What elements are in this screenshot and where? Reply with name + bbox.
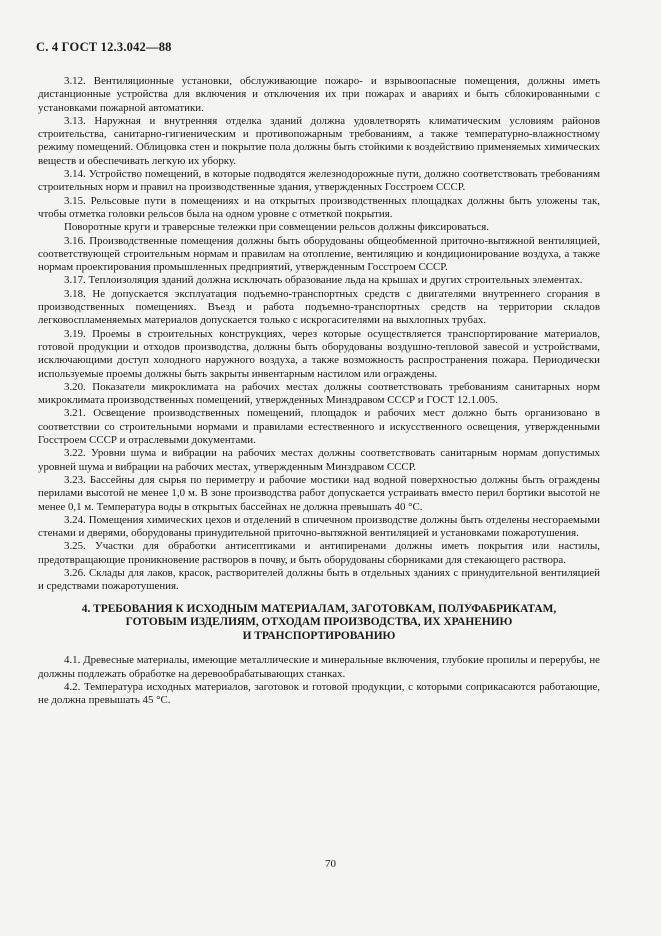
section-title-line: И ТРАНСПОРТИРОВАНИЮ	[242, 629, 396, 642]
document-body	[38, 75, 600, 708]
paragraph-3-15-cont: Поворотные круги и траверсные тележки при совмещении рельсов должны фиксироваться.	[64, 221, 489, 234]
paragraph-3-14: 3.14. Устройство помещений, в которые подводятся железнодорожные пути, должно соответствовать требованиям строительных норм и правил на производственные здания, утвержденных Госстроем СССР.	[38, 168, 600, 194]
paragraph-3-13: 3.13. Наружная и внутренняя отделка зданий должна удовлетворять климатическим условиям районов строительства, санитарно-гигиеническим и противопожарным требованиям, а также температурно-влажностному режиму помещений. Облицовка стен и покрытие пола должны быть стойкими к воздействию применяемых химических веществ и обеспечивать легкую их уборку.	[38, 114, 600, 167]
page-header: С. 4 ГОСТ 12.3.042—88	[36, 40, 172, 54]
paragraph-4-2: 4.2. Температура исходных материалов, заготовок и готовой продукции, с которыми соприкасаются работающие, не должна превышать 45 °С.	[38, 680, 600, 707]
paragraph-3-22: 3.22. Уровни шума и вибрации на рабочих местах должны соответствовать санитарным нормам допустимых уровней шума и вибрации на рабочих местах, утвержденным Минздравом СССР.	[38, 447, 600, 473]
paragraph-3-18: 3.18. Не допускается эксплуатация подъемно-транспортных средств с двигателями внутреннего сгорания в производственных помещениях. Въезд и работа подъемно-транспортных средств на территории складов легковоспламеняемых материалов допускается только с искрогасителями на выхлопных трубах.	[38, 287, 600, 327]
paragraph-3-21: 3.21. Освещение производственных помещений, площадок и рабочих мест должно быть организовано в соответствии со строительными нормами и правилами естественного и искусственного освещения, утвержденными Госстроем СССР и отраслевыми документами.	[38, 407, 600, 447]
paragraph-3-17: 3.17. Теплоизоляция зданий должна исключать образование льда на крышах и других строительных элементах.	[64, 274, 583, 287]
paragraph-3-19: 3.19. Проемы в строительных конструкциях, через которые осуществляется транспортирование материалов, готовой продукции и отходов производства, должны быть оборудованы воздушно-тепловой завесой и устройствами, исключающими доступ холодного наружного воздуха, а также возможность распространения пожара. Периодически используемые проемы должны быть закрыты инвентарным настилом или ограждены.	[38, 327, 600, 380]
paragraph-3-24: 3.24. Помещения химических цехов и отделений в спичечном производстве должны быть отделены несгораемыми стенами и дверями, оборудованы принудительной приточно-вытяжной вентиляцией и установками пожаротушения.	[38, 513, 600, 540]
paragraph-4-1: 4.1. Древесные материалы, имеющие металлические и минеральные включения, глубокие пропилы и перерубы, не должны подлежать обработке на деревообрабатывающих станках.	[38, 654, 600, 680]
paragraph-3-15: 3.15. Рельсовые пути в помещениях и на открытых производственных площадках должны быть уложены так, чтобы отметка головки рельсов была на одном уровне с отметкой покрытия.	[38, 194, 600, 220]
paragraph-3-16: 3.16. Производственные помещения должны быть оборудованы общеобменной приточно-вытяжной вентиляцией, соответствующей строительным нормам и правилам на отопление, вентиляцию и кондиционирование воздуха, а также нормам проектирования промышленных предприятий, утвержденным Госстроем СССР.	[38, 234, 600, 274]
section-4-title	[38, 603, 600, 644]
paragraph-3-12: 3.12. Вентиляционные установки, обслуживающие пожаро- и взрывоопасные помещения, должны иметь дистанционные устройства для включения и отключения их при пожарах и авариях и быть сблокированными с установками пожарной автоматики.	[38, 75, 600, 114]
paragraph-3-20: 3.20. Показатели микроклимата на рабочих местах должны соответствовать требованиям санитарных норм микроклимата производственных помещений, утвержденных Минздравом СССР и ГОСТ 12.1.005.	[38, 380, 600, 407]
section-title-line: 4. ТРЕБОВАНИЯ К ИСХОДНЫМ МАТЕРИАЛАМ, ЗАГОТОВКАМ, ПОЛУФАБРИКАТАМ,	[81, 602, 557, 615]
page-number: 70	[325, 858, 336, 870]
paragraph-3-23: 3.23. Бассейны для сырья по периметру и рабочие мостики над водной поверхностью должны быть ограждены перилами высотой не менее 1,0 м. В зоне производства работ допускается устраивать вместо перил бортики высотой не менее 0,1 м. Температура воды в открытых бассейнах не должна превышать 40 °С.	[38, 473, 600, 513]
paragraph-3-25: 3.25. Участки для обработки антисептиками и антипиренами должны иметь покрытия или настилы, предотвращающие проникновение растворов в почву, и быть оборудованы сборниками для стекающего раствора.	[38, 540, 600, 566]
section-title-line: ГОТОВЫМ ИЗДЕЛИЯМ, ОТХОДАМ ПРОИЗВОДСТВА, ИХ ХРАНЕНИЮ	[125, 616, 513, 629]
paragraph-3-26: 3.26. Склады для лаков, красок, растворителей должны быть в отдельных зданиях с принудительной вентиляцией и средствами пожаротушения.	[38, 566, 600, 593]
